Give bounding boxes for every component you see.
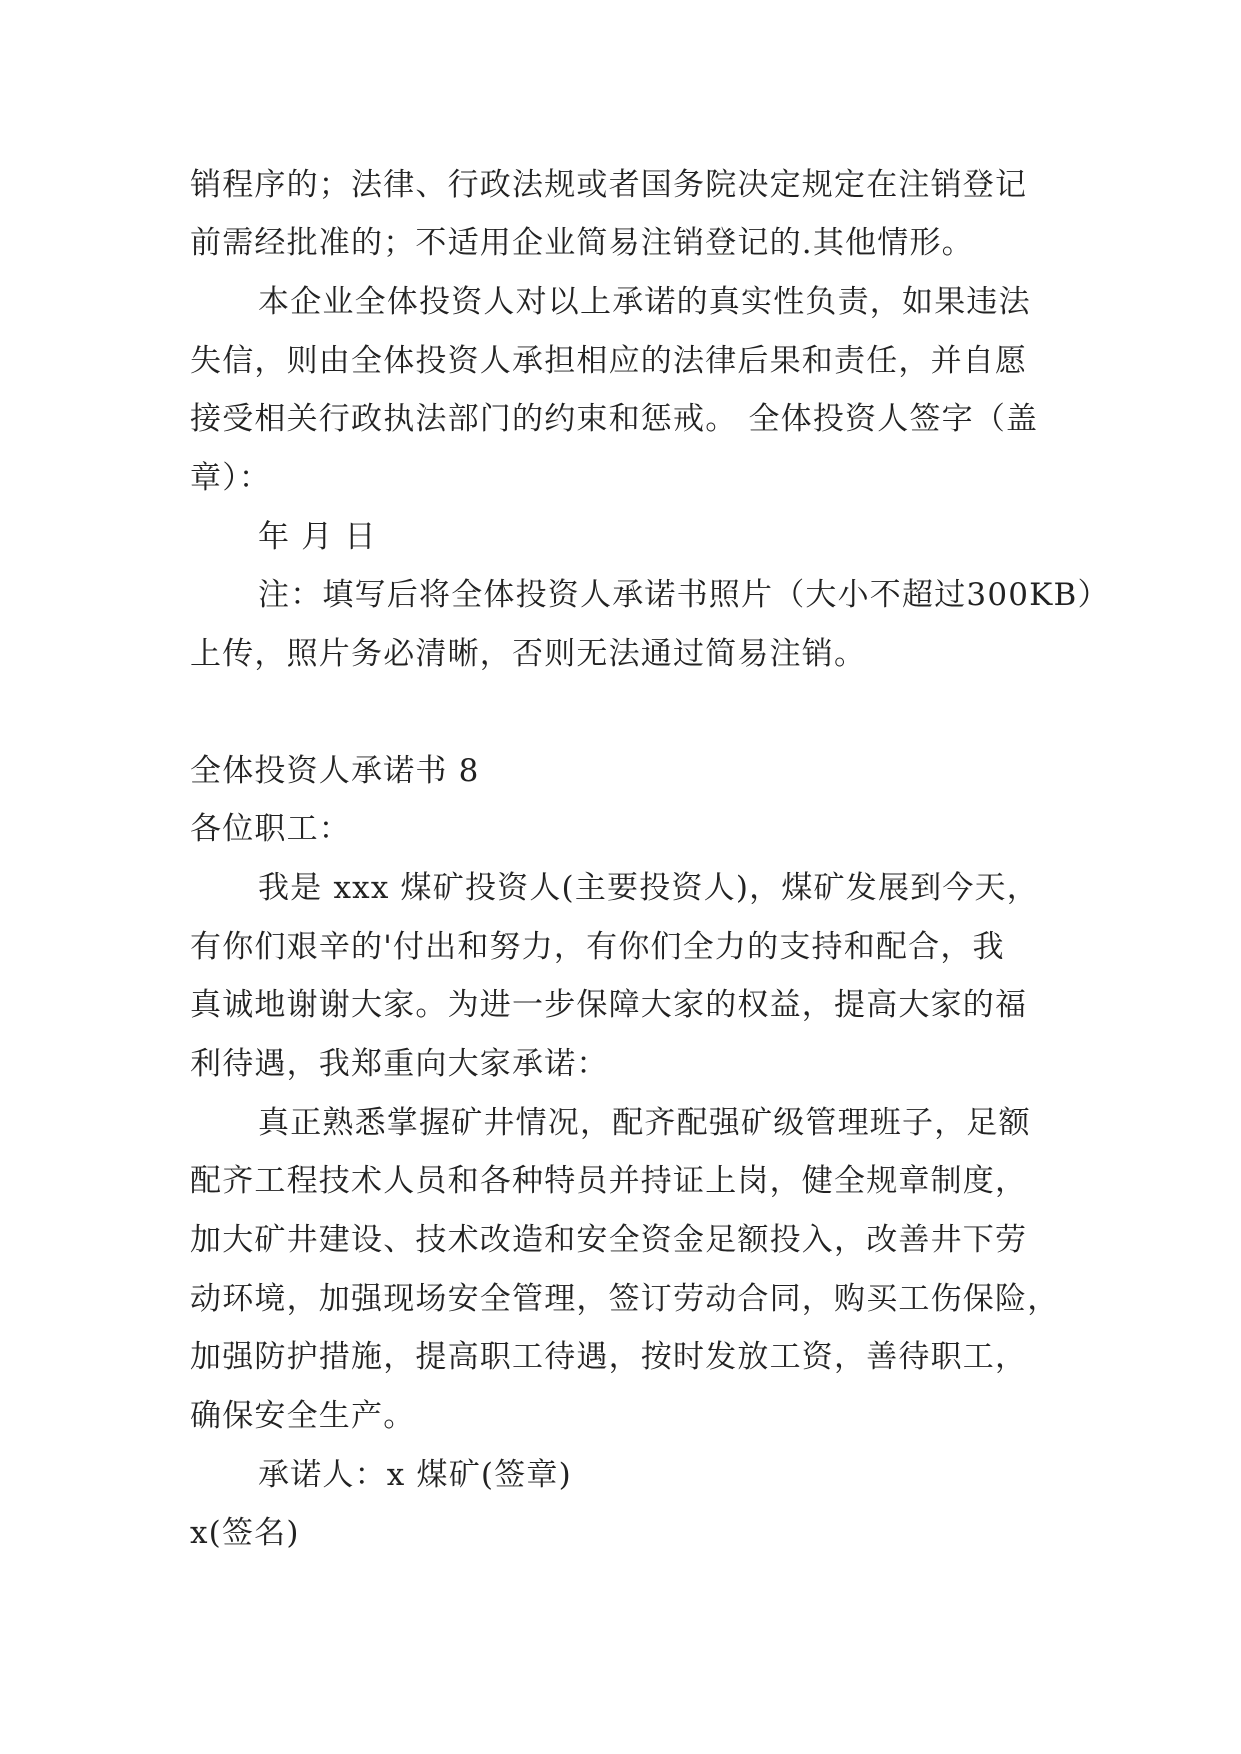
note-line: 上传，照片务必清晰，否则无法通过简易注销。 [190,636,867,672]
paragraph-line: 加强防护措施，提高职工待遇，按时发放工资，善待职工， [190,1339,1028,1375]
paragraph-line: 接受相关行政执法部门的约束和惩戒。 全体投资人签字（盖 [190,401,1039,437]
paragraph-line: 销程序的；法律、行政法规或者国务院决定规定在注销登记 [190,167,1028,203]
paragraph-line: 有你们艰辛的'付出和努力，有你们全力的支持和配合，我 [190,929,1005,965]
paragraph-line: 失信，则由全体投资人承担相应的法律后果和责任，并自愿 [190,343,1028,379]
paragraph-line: 真正熟悉掌握矿井情况，配齐配强矿级管理班子，足额 [258,1105,1031,1141]
note-line: 注：填写后将全体投资人承诺书照片（大小不超过300KB） [258,577,1110,613]
paragraph-line: 加大矿井建设、技术改造和安全资金足额投入，改善井下劳 [190,1222,1028,1258]
signatory-line: 承诺人：x 煤矿(签章) [258,1457,572,1493]
paragraph-line: 章）： [190,460,272,496]
paragraph-line: 确保安全生产。 [190,1398,416,1434]
section-title: 全体投资人承诺书 8 [190,753,480,789]
paragraph-line: 利待遇，我郑重向大家承诺： [190,1046,609,1082]
paragraph-line: 我是 xxx 煤矿投资人(主要投资人)，煤矿发展到今天， [258,870,1039,906]
paragraph-line: 本企业全体投资人对以上承诺的真实性负责，如果违法 [258,284,1031,320]
paragraph-line: 真诚地谢谢大家。为进一步保障大家的权益，提高大家的福 [190,987,1028,1023]
paragraph-line: 动环境，加强现场安全管理，签订劳动合同，购买工伤保险， [190,1281,1060,1317]
salutation: 各位职工： [190,811,351,847]
date-line: 年 月 日 [258,519,377,555]
paragraph-line: 配齐工程技术人员和各种特员并持证上岗，健全规章制度， [190,1163,1028,1199]
signature-line: x(签名) [190,1515,300,1551]
paragraph-line: 前需经批准的；不适用企业简易注销登记的.其他情形。 [190,225,974,261]
